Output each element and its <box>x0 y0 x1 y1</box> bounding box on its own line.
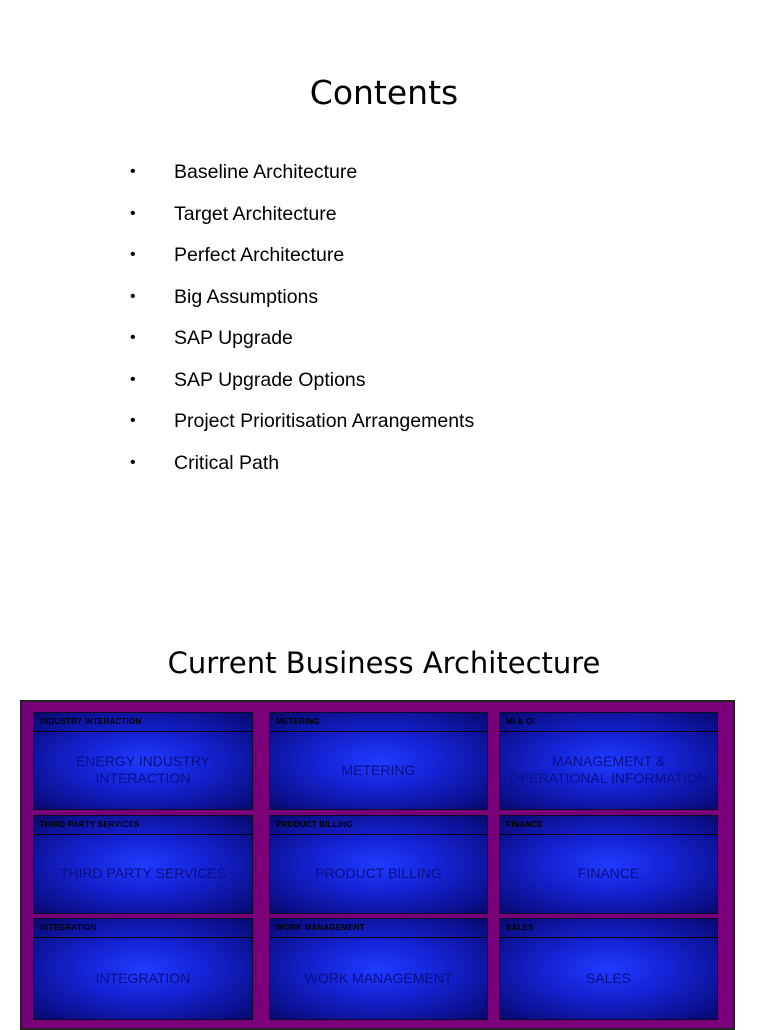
bullet-icon: • <box>130 163 136 180</box>
tile-label: PRODUCT BILLING <box>315 865 442 881</box>
architecture-diagram <box>20 700 735 1030</box>
tile-header: INDUSTRY INTERACTION <box>34 713 252 732</box>
tile-label: FINANCE <box>577 865 640 881</box>
tile-header: SALES <box>500 919 717 938</box>
list-item-label: Perfect Architecture <box>174 244 345 266</box>
contents-title: Contents <box>309 73 459 113</box>
architecture-title: Current Business Architecture <box>167 646 601 681</box>
bullet-icon: • <box>130 287 136 305</box>
bullet-icon: • <box>130 204 136 222</box>
tile-label: METERING <box>341 761 416 778</box>
tile-work-management <box>269 918 488 1020</box>
list-item-label: SAP Upgrade Options <box>174 368 366 391</box>
bullet-icon: • <box>130 246 136 263</box>
tile-label: INTEGRATION <box>95 969 191 986</box>
tile-header: WORK MANAGEMENT <box>270 919 487 938</box>
bullet-icon: • <box>130 329 136 346</box>
tile-label: SALES <box>585 969 632 986</box>
tile-header: MI & OI <box>500 713 717 732</box>
tile-industry-interaction <box>33 712 253 810</box>
bullet-icon: • <box>130 453 136 471</box>
tile-mi-oi <box>499 712 718 810</box>
tile-label: WORK MANAGEMENT <box>304 969 453 986</box>
list-item-label: Target Architecture <box>174 202 337 225</box>
tile-header: METERING <box>270 713 487 732</box>
tile-third-party-services <box>33 815 253 914</box>
tile-product-billing <box>269 815 488 914</box>
tile-header: THIRD PARTY SERVICES <box>34 816 252 835</box>
tile-finance <box>499 815 718 914</box>
tile-label: THIRD PARTY SERVICES <box>59 865 227 881</box>
list-item-label: SAP Upgrade <box>174 327 293 349</box>
list-item-label: Critical Path <box>174 451 280 474</box>
tile-header: PRODUCT BILLING <box>270 816 487 835</box>
list-item-label: Baseline Architecture <box>174 161 358 183</box>
tile-sales <box>499 918 718 1020</box>
tile-label: MANAGEMENT & OPERATIONAL INFORMATION <box>509 753 708 786</box>
tile-header: FINANCE <box>500 816 717 835</box>
tile-header: INTEGRATION <box>34 919 252 938</box>
bullet-icon: • <box>130 412 136 429</box>
list-item-label: Big Assumptions <box>174 285 319 308</box>
tile-metering <box>269 712 488 810</box>
list-item-label: Project Prioritisation Arrangements <box>174 410 475 432</box>
bullet-icon: • <box>130 370 136 388</box>
tile-label: ENERGY INDUSTRY INTERACTION <box>75 753 211 786</box>
tile-integration <box>33 918 253 1020</box>
